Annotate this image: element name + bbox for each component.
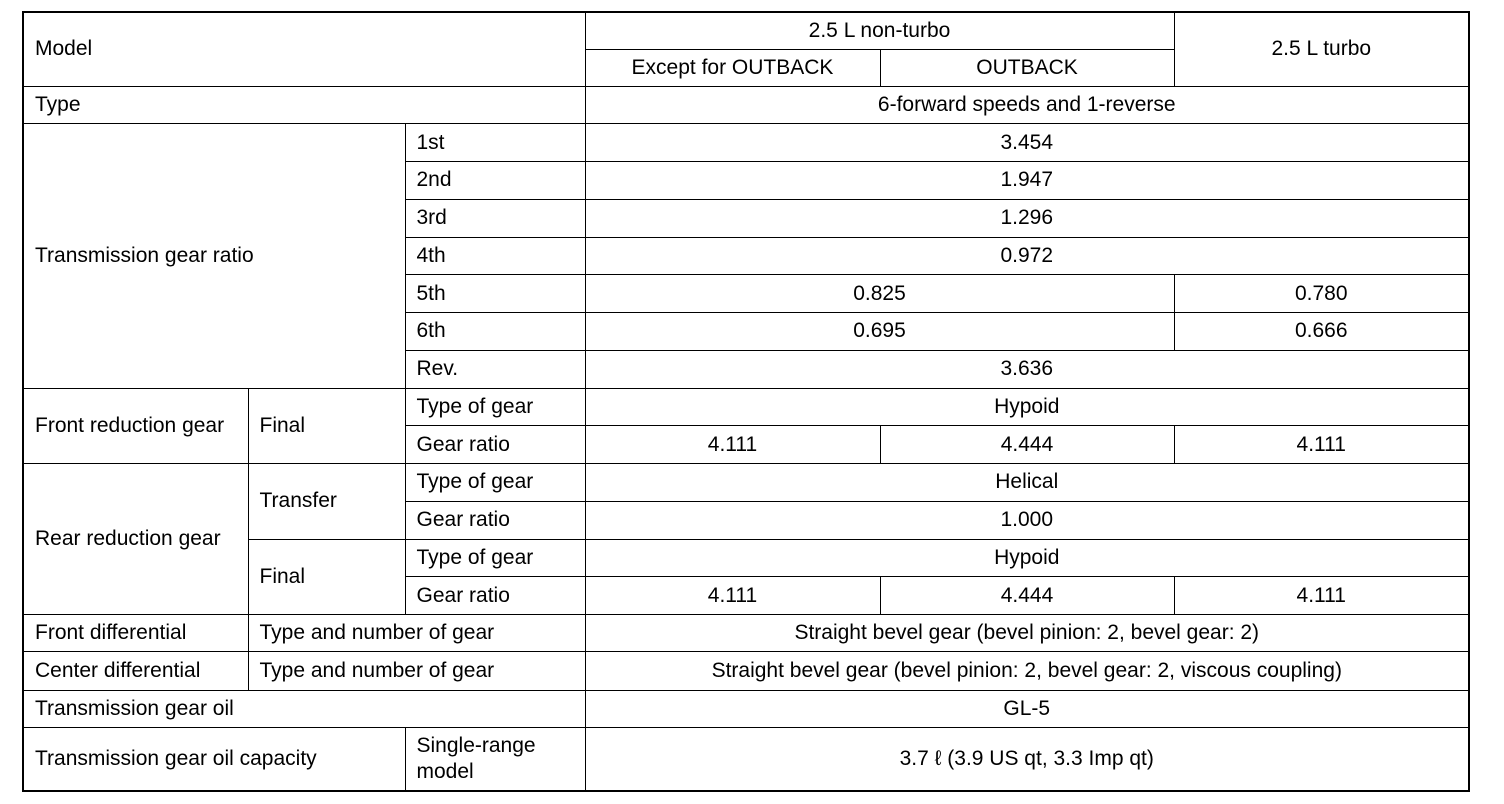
gear-name: 6th — [405, 313, 585, 350]
gear-value: 1.947 — [585, 162, 1469, 199]
oil-capacity-label: Transmission gear oil capacity — [23, 727, 405, 791]
front-differential-value: Straight bevel gear (bevel pinion: 2, bevel gear: 2) — [585, 615, 1469, 652]
center-differential-row — [23, 652, 1469, 690]
gear-ratio-label: Transmission gear ratio — [23, 124, 405, 389]
rear-transfer-type-row — [23, 464, 1469, 501]
type-of-gear-label: Type of gear — [405, 464, 585, 501]
ratio-outback: 4.444 — [880, 577, 1174, 615]
gear-oil-label: Transmission gear oil — [23, 690, 585, 727]
gear-name: 4th — [405, 237, 585, 274]
front-differential-row — [23, 615, 1469, 652]
transfer-type-value: Helical — [585, 464, 1469, 501]
gear-ratio-label: Gear ratio — [405, 577, 585, 615]
gear-value: 3.454 — [585, 124, 1469, 162]
center-differential-value: Straight bevel gear (bevel pinion: 2, bevel gear: 2, viscous coupling) — [585, 652, 1469, 690]
gear-name: 2nd — [405, 162, 585, 199]
front-final-label: Final — [248, 388, 405, 463]
center-differential-sublabel: Type and number of gear — [248, 652, 585, 690]
gear-value: 3.636 — [585, 350, 1469, 388]
rear-reduction-label: Rear reduction gear — [23, 464, 248, 615]
gear-ratio-label: Gear ratio — [405, 426, 585, 464]
gear-value: 1.296 — [585, 199, 1469, 237]
ratio-except-outback: 4.111 — [585, 577, 880, 615]
gear-name: 3rd — [405, 199, 585, 237]
gear-name: 5th — [405, 275, 585, 313]
gear-value-turbo: 0.780 — [1174, 275, 1469, 313]
gear-oil-row — [23, 690, 1469, 727]
type-value: 6-forward speeds and 1-reverse — [585, 86, 1469, 123]
oil-capacity-value: 3.7 ℓ (3.9 US qt, 3.3 Imp qt) — [585, 727, 1469, 791]
outback-header: OUTBACK — [880, 49, 1174, 86]
gear-name: 1st — [405, 124, 585, 162]
rear-final-label: Final — [248, 539, 405, 614]
oil-capacity-row — [23, 727, 1469, 791]
gear-value-turbo: 0.666 — [1174, 313, 1469, 350]
gear-value: 0.972 — [585, 237, 1469, 274]
gear-value-non-turbo: 0.695 — [585, 313, 1174, 350]
model-label: Model — [23, 12, 585, 86]
ratio-except-outback: 4.111 — [585, 426, 880, 464]
type-of-gear-value: Hypoid — [585, 388, 1469, 425]
header-row — [23, 12, 1469, 49]
ratio-turbo: 4.111 — [1174, 426, 1469, 464]
transfer-label: Transfer — [248, 464, 405, 539]
ratio-outback: 4.444 — [880, 426, 1174, 464]
type-label: Type — [23, 86, 585, 123]
gear-value-non-turbo: 0.825 — [585, 275, 1174, 313]
non-turbo-header: 2.5 L non-turbo — [585, 12, 1174, 49]
type-row — [23, 86, 1469, 123]
front-differential-sublabel: Type and number of gear — [248, 615, 585, 652]
spec-table — [22, 11, 1470, 792]
front-reduction-type-row — [23, 388, 1469, 425]
gear-row-1st — [23, 124, 1469, 162]
front-reduction-label: Front reduction gear — [23, 388, 248, 463]
gear-oil-value: GL-5 — [585, 690, 1469, 727]
gear-ratio-label: Gear ratio — [405, 501, 585, 539]
type-of-gear-label: Type of gear — [405, 388, 585, 425]
transfer-ratio-value: 1.000 — [585, 501, 1469, 539]
type-of-gear-label: Type of gear — [405, 539, 585, 576]
center-differential-label: Center differential — [23, 652, 248, 690]
except-outback-header: Except for OUTBACK — [585, 49, 880, 86]
turbo-header: 2.5 L turbo — [1174, 12, 1469, 86]
final-type-value: Hypoid — [585, 539, 1469, 576]
ratio-turbo: 4.111 — [1174, 577, 1469, 615]
front-differential-label: Front differential — [23, 615, 248, 652]
oil-capacity-sublabel: Single-range model — [405, 727, 585, 791]
gear-name: Rev. — [405, 350, 585, 388]
